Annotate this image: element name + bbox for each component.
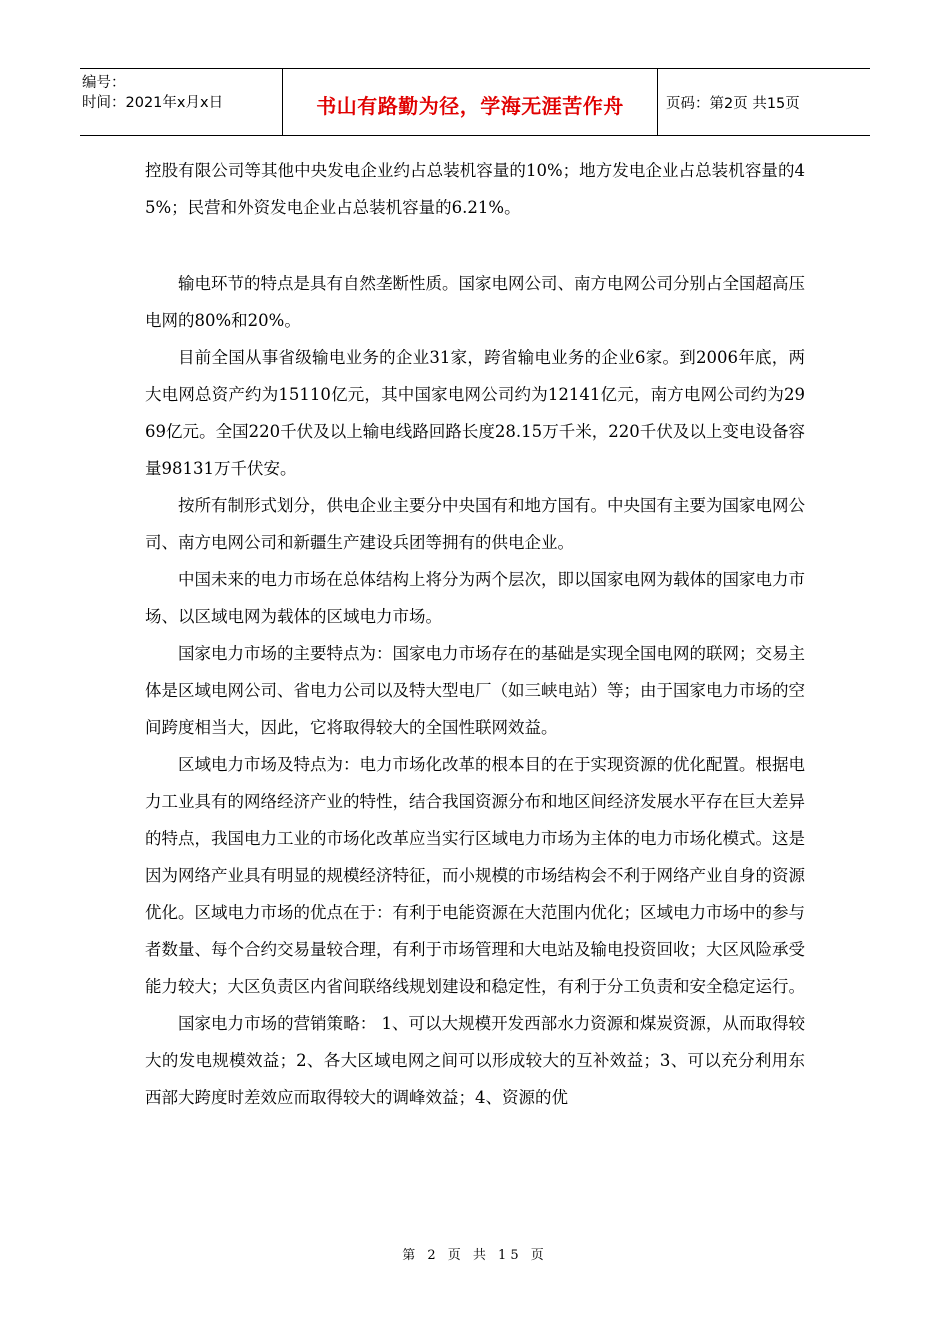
header-page-info: 页码：第2页 共15页 (666, 95, 800, 112)
document-body (145, 152, 805, 1116)
header-meta (80, 69, 283, 135)
paragraph-8: 国家电力市场的营销策略： 1、可以大规模开发西部水力资源和煤炭资源，从而取得较大的发电规模效益；2、各大区域电网之间可以形成较大的互补效益；3、可以充分利用东西部大跨度时差效应而取得较大的调峰效益；4、资源的优 (145, 1014, 805, 1107)
document-time: 时间：2021年x月x日 (82, 95, 224, 111)
paragraph-gap (145, 226, 805, 265)
paragraph-5: 中国未来的电力市场在总体结构上将分为两个层次，即以国家电网为载体的国家电力市场、以区域电网为载体的区域电力市场。 (145, 570, 805, 626)
page-footer: 第 2 页 共 15 页 (402, 1248, 548, 1263)
page-header (80, 68, 870, 136)
paragraph-7: 区域电力市场及特点为：电力市场化改革的根本目的在于实现资源的优化配置。根据电力工业具有的网络经济产业的特性，结合我国资源分布和地区间经济发展水平存在巨大差异的特点，我国电力工业的市场化改革应当实行区域电力市场为主体的电力市场化模式。这是因为网络产业具有明显的规模经济特征，而小规模的市场结构会不利于网络产业自身的资源优化。区域电力市场的优点在于：有利于电能资源在大范围内优化；区域电力市场中的参与者数量、每个合约交易量较合理，有利于市场管理和大电站及输电投资回收；大区风险承受能力较大；大区负责区内省间联络线规划建设和稳定性，有利于分工负责和安全稳定运行。 (145, 755, 805, 996)
paragraph-6: 国家电力市场的主要特点为：国家电力市场存在的基础是实现全国电网的联网；交易主体是区域电网公司、省电力公司以及特大型电厂（如三峡电站）等；由于国家电力市场的空间跨度相当大，因此，它将取得较大的全国性联网效益。 (145, 644, 805, 737)
paragraph-4: 按所有制形式划分，供电企业主要分中央国有和地方国有。中央国有主要为国家电网公司、南方电网公司和新疆生产建设兵团等拥有的供电企业。 (145, 496, 805, 552)
header-motto: 书山有路勤为径，学海无涯苦作舟 (316, 93, 624, 118)
paragraph-2: 输电环节的特点是具有自然垄断性质。国家电网公司、南方电网公司分别占全国超高压电网的80%和20%。 (145, 274, 805, 330)
paragraph-1: 控股有限公司等其他中央发电企业约占总装机容量的10%；地方发电企业占总装机容量的45%；民营和外资发电企业占总装机容量的6.21%。 (145, 161, 805, 217)
header-motto-cell (283, 69, 658, 135)
document-number: 编号： (82, 75, 126, 91)
paragraph-3: 目前全国从事省级输电业务的企业31家，跨省输电业务的企业6家。到2006年底，两大电网总资产约为15110亿元，其中国家电网公司约为12141亿元，南方电网公司约为2969亿元。全国220千伏及以上输电线路回路长度28.15万千米，220千伏及以上变电设备容量98131万千伏安。 (145, 348, 805, 478)
